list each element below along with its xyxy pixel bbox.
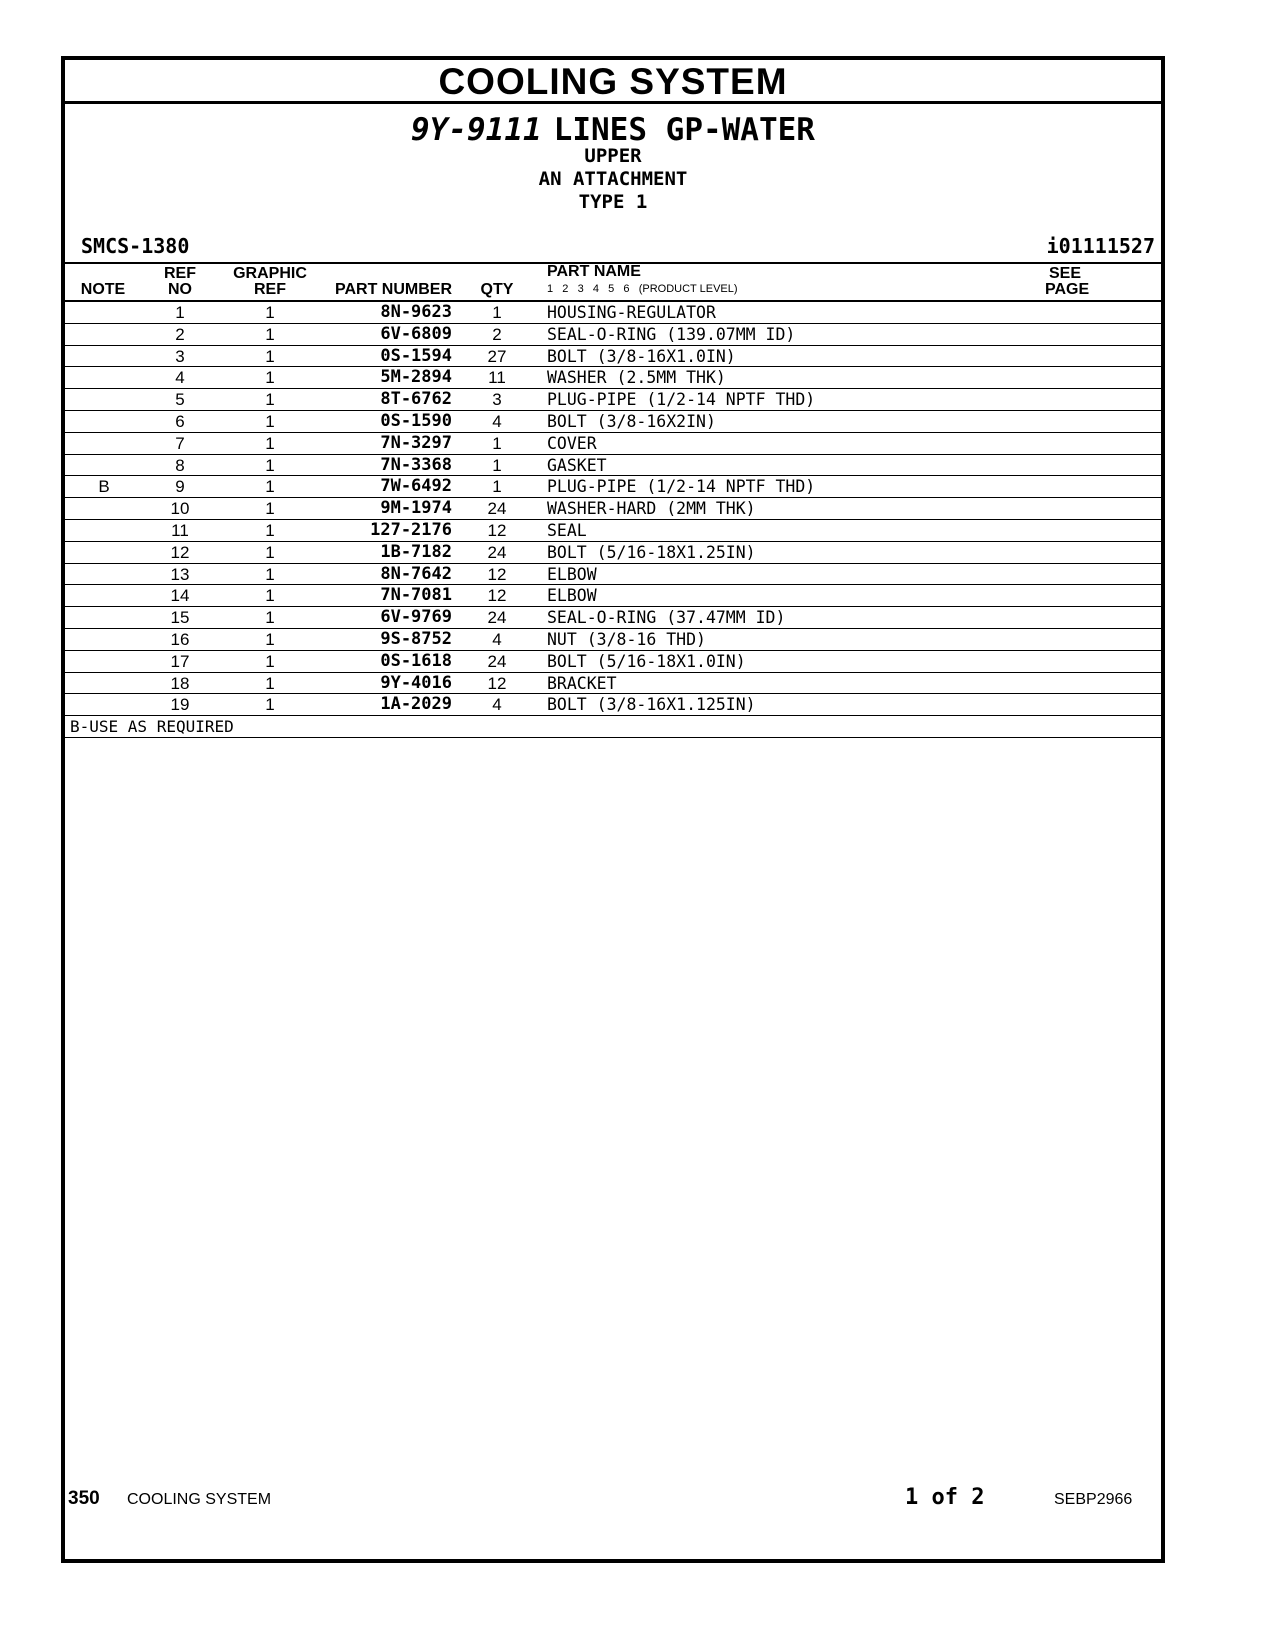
part-number-cell: 0S-1594 — [380, 345, 452, 366]
ref-no-cell: 17 — [170, 651, 190, 671]
part-name-cell: BOLT (3/8-16X1.0IN) — [547, 346, 736, 366]
qty-cell: 12 — [487, 673, 507, 693]
qty-cell: 24 — [487, 542, 507, 562]
ref-no-cell: 7 — [175, 433, 185, 453]
ref-no-cell: 13 — [170, 564, 190, 584]
header-ref-no-line1: REF — [164, 265, 196, 282]
page-frame — [61, 56, 1165, 1563]
part-number-cell: 8T-6762 — [380, 389, 452, 410]
qty-cell: 12 — [487, 520, 507, 540]
part-name-cell: WASHER-HARD (2MM THK) — [547, 499, 756, 519]
table-row — [65, 629, 1161, 651]
graphic-ref-cell: 1 — [265, 390, 275, 410]
table-row — [65, 433, 1161, 455]
sub-line-attachment: AN ATTACHMENT — [538, 168, 688, 190]
ref-no-cell: 8 — [175, 455, 185, 475]
qty-cell: 1 — [492, 455, 502, 475]
part-name-cell: NUT (3/8-16 THD) — [547, 629, 706, 649]
qty-cell: 1 — [492, 303, 502, 322]
group-title — [65, 112, 1161, 148]
table-row — [65, 476, 1161, 498]
part-name-cell: BOLT (5/16-18X1.0IN) — [547, 651, 746, 671]
graphic-ref-cell: 1 — [265, 303, 275, 322]
group-part-number: 9Y-9111 — [411, 112, 542, 148]
ref-no-cell: 15 — [170, 608, 190, 628]
header-see-page-line1: SEE — [1048, 265, 1081, 282]
graphic-ref-cell: 1 — [265, 368, 275, 388]
part-number-cell: 9M-1974 — [380, 498, 452, 519]
part-name-cell: SEAL-O-RING (37.47MM ID) — [547, 608, 786, 628]
ref-no-cell: 18 — [170, 673, 190, 693]
ref-no-cell: 1 — [175, 303, 185, 322]
page-number: 350 — [68, 1488, 100, 1509]
graphic-ref-cell: 1 — [265, 564, 275, 584]
part-number-cell: 7N-3368 — [380, 454, 452, 475]
qty-cell: 27 — [487, 346, 507, 366]
table-row — [65, 346, 1161, 368]
table-row — [65, 498, 1161, 520]
ref-no-cell: 2 — [175, 324, 185, 344]
table-row — [65, 324, 1161, 346]
graphic-ref-cell: 1 — [265, 608, 275, 628]
graphic-ref-cell: 1 — [265, 455, 275, 475]
table-row — [65, 542, 1161, 564]
part-number-cell: 9Y-4016 — [380, 672, 452, 693]
ref-no-cell: 9 — [175, 477, 185, 497]
header-ref-no-line2: NO — [168, 281, 192, 298]
footnote: B-USE AS REQUIRED — [65, 716, 1161, 738]
header-qty: QTY — [480, 281, 514, 298]
part-number-cell: 0S-1618 — [380, 650, 452, 671]
ref-no-cell: 11 — [171, 520, 189, 540]
table-row — [65, 694, 1161, 716]
qty-cell: 4 — [492, 629, 502, 649]
part-number-cell: 8N-7642 — [380, 563, 452, 584]
part-name-cell: ELBOW — [547, 564, 597, 584]
part-number-cell: 0S-1590 — [380, 410, 452, 431]
ref-no-cell: 10 — [170, 499, 190, 519]
note-cell: B — [98, 477, 110, 497]
footer-section: COOLING SYSTEM — [127, 1491, 272, 1508]
part-number-cell: 1A-2029 — [380, 694, 452, 715]
graphic-ref-cell: 1 — [265, 433, 275, 453]
qty-cell: 2 — [492, 324, 502, 344]
graphic-ref-cell: 1 — [265, 411, 275, 431]
qty-cell: 12 — [487, 586, 507, 606]
part-number-cell: 7N-7081 — [380, 585, 452, 606]
qty-cell: 4 — [492, 695, 502, 715]
table-row — [65, 564, 1161, 586]
document-id: SEBP2966 — [1054, 1491, 1133, 1508]
part-number-cell: 8N-9623 — [380, 302, 452, 322]
parts-table — [65, 302, 1161, 738]
ref-no-cell: 6 — [175, 411, 185, 431]
part-name-cell: BRACKET — [547, 673, 617, 693]
part-name-cell: SEAL-O-RING (139.07MM ID) — [547, 324, 796, 344]
graphic-ref-cell: 1 — [265, 499, 275, 519]
part-number-cell: 5M-2894 — [380, 367, 452, 388]
part-name-cell: COVER — [547, 433, 597, 453]
table-row — [65, 389, 1161, 411]
header-part-number: PART NUMBER — [334, 281, 452, 298]
part-number-cell: 6V-6809 — [380, 323, 452, 344]
header-graphic-ref-line2: REF — [254, 281, 286, 298]
graphic-ref-cell: 1 — [265, 477, 275, 497]
part-name-cell: BOLT (3/8-16X1.125IN) — [547, 695, 756, 715]
part-number-cell: 7W-6492 — [380, 476, 452, 497]
part-number-cell: 7N-3297 — [380, 432, 452, 453]
qty-cell: 3 — [492, 390, 502, 410]
qty-cell: 12 — [487, 564, 507, 584]
header-product-level: 1 2 3 4 5 6 (PRODUCT LEVEL) — [547, 283, 738, 295]
graphic-ref-cell: 1 — [265, 673, 275, 693]
qty-cell: 24 — [487, 608, 507, 628]
qty-cell: 24 — [487, 499, 507, 519]
table-row — [65, 520, 1161, 542]
qty-cell: 4 — [492, 411, 502, 431]
sub-line-type: TYPE 1 — [578, 191, 648, 213]
part-name-cell: ELBOW — [547, 586, 597, 606]
graphic-ref-cell: 1 — [265, 586, 275, 606]
qty-cell: 24 — [487, 651, 507, 671]
section-title: COOLING SYSTEM — [65, 60, 1161, 104]
header-note: NOTE — [80, 281, 126, 298]
graphic-ref-cell: 1 — [265, 520, 275, 540]
ref-no-cell: 4 — [175, 368, 185, 388]
part-name-cell: PLUG-PIPE (1/2-14 NPTF THD) — [547, 477, 816, 497]
table-row — [65, 455, 1161, 477]
ref-no-cell: 3 — [175, 346, 185, 366]
part-number-cell: 9S-8752 — [380, 628, 452, 649]
part-number-cell: 127-2176 — [370, 519, 452, 540]
ref-no-cell: 12 — [170, 542, 190, 562]
header-part-name: PART NAME — [547, 263, 641, 280]
qty-cell: 1 — [492, 477, 502, 497]
ref-no-cell: 19 — [170, 695, 190, 715]
graphic-ref-cell: 1 — [265, 346, 275, 366]
smcs-code: SMCS-1380 — [81, 234, 190, 258]
graphic-ref-cell: 1 — [265, 695, 275, 715]
graphic-ref-cell: 1 — [265, 324, 275, 344]
graphic-ref-cell: 1 — [265, 542, 275, 562]
part-name-cell: BOLT (3/8-16X2IN) — [547, 411, 716, 431]
part-name-cell: HOUSING-REGULATOR — [547, 303, 716, 322]
part-name-cell: PLUG-PIPE (1/2-14 NPTF THD) — [547, 390, 816, 410]
qty-cell: 1 — [492, 433, 502, 453]
graphic-ref-cell: 1 — [265, 651, 275, 671]
table-row — [65, 673, 1161, 695]
table-row — [65, 607, 1161, 629]
part-number-cell: 6V-9769 — [380, 607, 452, 628]
illustration-id: i01111527 — [1046, 234, 1155, 258]
part-number-cell: 1B-7182 — [380, 541, 452, 562]
group-name: LINES GP-WATER — [553, 112, 815, 148]
part-name-cell: SEAL — [547, 520, 587, 540]
sheet-indicator: 1 of 2 — [905, 1485, 985, 1510]
ref-no-cell: 5 — [175, 390, 185, 410]
sub-line-upper: UPPER — [584, 145, 642, 167]
header-graphic-ref-line1: GRAPHIC — [233, 265, 307, 282]
table-row — [65, 585, 1161, 607]
part-name-cell: BOLT (5/16-18X1.25IN) — [547, 542, 756, 562]
table-row — [65, 411, 1161, 433]
part-name-cell: GASKET — [547, 455, 607, 475]
table-row — [65, 367, 1161, 389]
table-row — [65, 302, 1161, 324]
graphic-ref-cell: 1 — [265, 629, 275, 649]
table-row — [65, 651, 1161, 673]
ref-no-cell: 14 — [170, 586, 190, 606]
part-name-cell: WASHER (2.5MM THK) — [547, 368, 726, 388]
qty-cell: 11 — [488, 368, 506, 388]
ref-no-cell: 16 — [170, 629, 190, 649]
header-see-page-line2: PAGE — [1045, 281, 1090, 298]
